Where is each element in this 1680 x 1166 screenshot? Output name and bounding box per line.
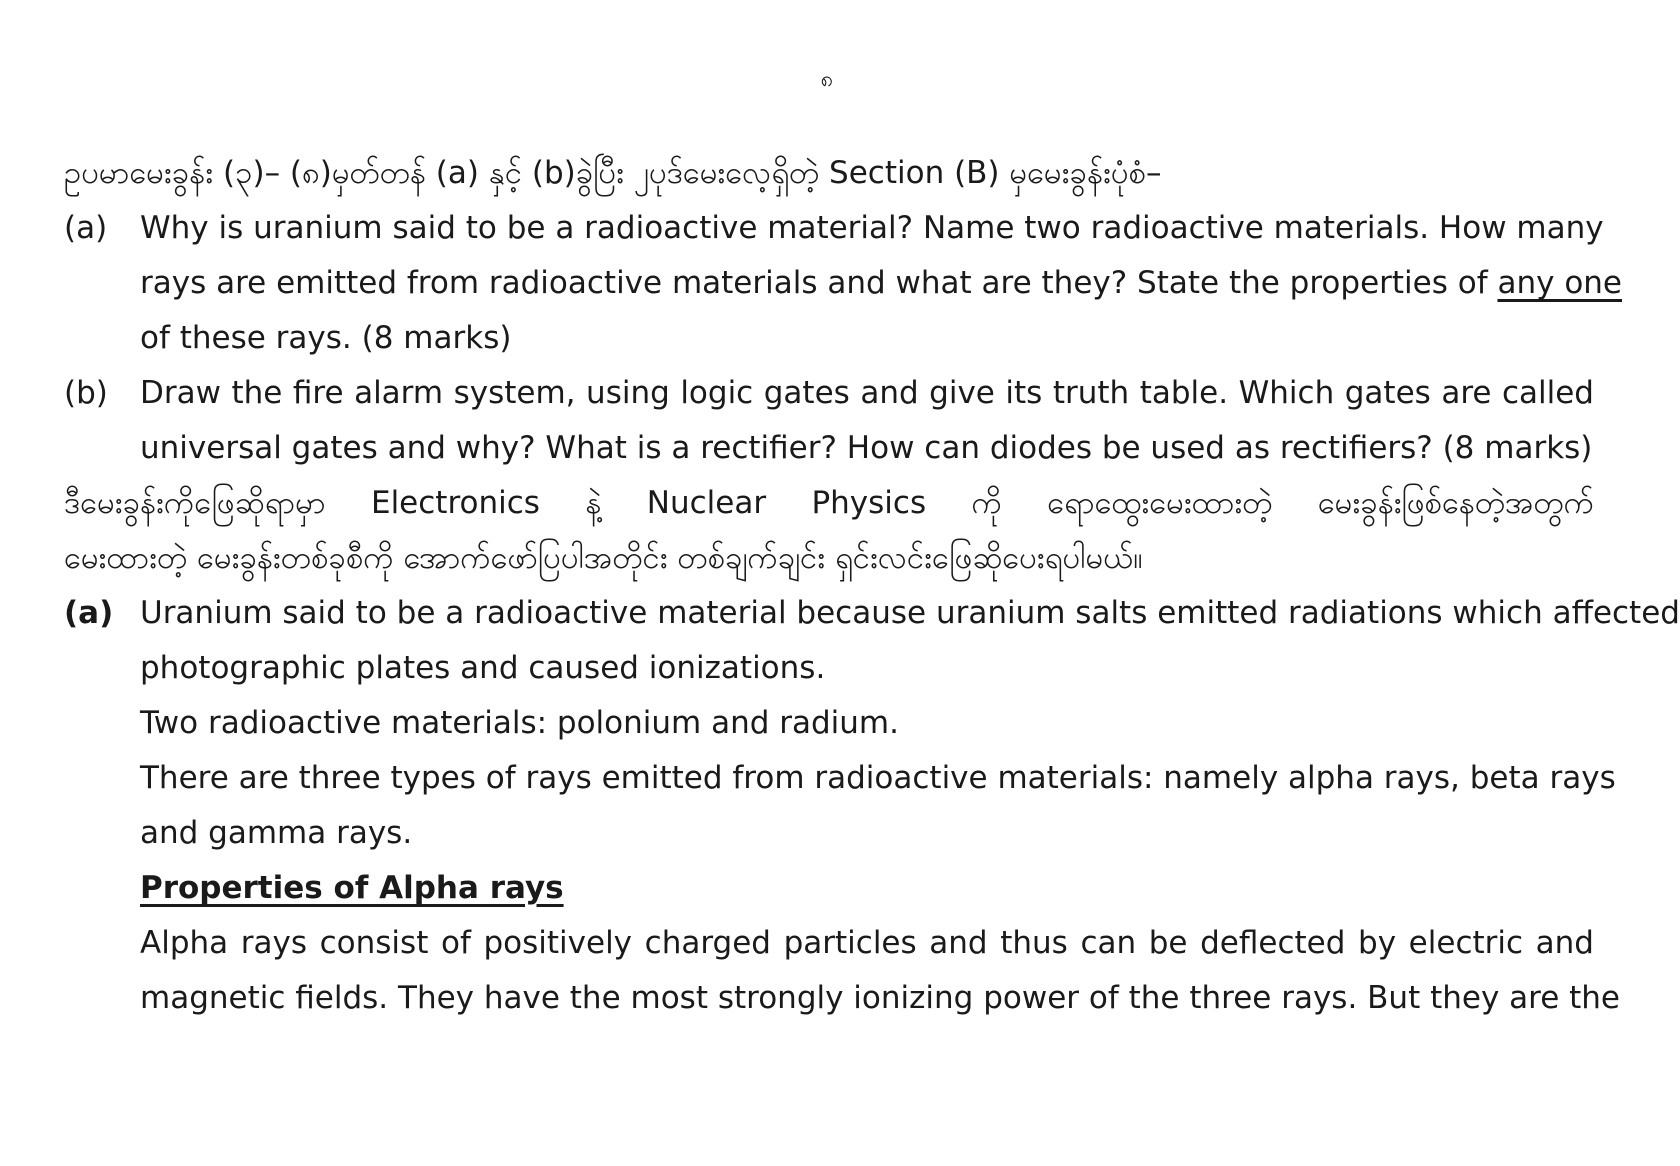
question-a-label: (a) xyxy=(64,210,108,246)
answer-a-line-4: There are three types of rays emitted from radioactive materials: namely alpha rays, beta rays xyxy=(140,760,1616,796)
answer-a-line-7: magnetic fields. They have the most strongly ionizing power of the three rays. But they are the xyxy=(140,980,1621,1016)
answer-a-label: (a) xyxy=(64,595,114,631)
question-a-line-2 xyxy=(140,256,1622,311)
question-b-label: (b) xyxy=(64,375,108,411)
explanation-line-1: ဒီမေးခွန်းကိုဖြေဆိုရာမှာ Electronics နဲ့ Nuclear Physics ကို ရောထွေးမေးထားတဲ့ မေးခွန်းဖြစ်နေတဲ့အတွက် xyxy=(64,485,1594,521)
question-b-text xyxy=(140,366,1594,476)
answer-a-line-6: Alpha rays consist of positively charged particles and thus can be deflected by electric and xyxy=(140,925,1594,961)
document-body xyxy=(64,146,1680,1026)
properties-alpha-heading-text: Properties of Alpha rays xyxy=(140,870,564,906)
question-a-text xyxy=(140,201,1622,366)
answer-a-line-1: Uranium said to be a radioactive material because uranium salts emitted radiations which affected xyxy=(140,595,1680,631)
question-b-line-1: Draw the fire alarm system, using logic gates and give its truth table. Which gates are called xyxy=(140,375,1594,411)
question-a-line-3: of these rays. (8 marks) xyxy=(140,320,512,356)
question-b-line-2: universal gates and why? What is a rectifier? How can diodes be used as rectifiers? (8 marks) xyxy=(140,430,1593,466)
explanation-line-2: မေးထားတဲ့ မေးခွန်းတစ်ခုစီကို အောက်ဖော်ပြပါအတိုင်း တစ်ချက်ချင်း ရှင်းလင်းဖြေဆိုပေးရပါမယ်။ xyxy=(64,540,1143,576)
page-number: ၈ xyxy=(820,67,834,92)
emphasis-any-one: any one xyxy=(1497,265,1622,301)
answer-a-text xyxy=(140,586,1680,1026)
properties-alpha-heading xyxy=(140,861,1594,916)
question-a-line-2-text: rays are emitted from radioactive materials and what are they? State the properties of xyxy=(140,265,1498,301)
answer-a-line-3: Two radioactive materials: polonium and radium. xyxy=(140,705,899,741)
question-a xyxy=(64,201,1622,366)
answer-a-line-5: and gamma rays. xyxy=(140,815,413,851)
question-b xyxy=(64,366,1594,476)
question-a-line-1: Why is uranium said to be a radioactive material? Name two radioactive materials. How many xyxy=(140,210,1604,246)
answer-a-line-2: photographic plates and caused ionizations. xyxy=(140,650,826,686)
answer-a xyxy=(64,586,1680,1026)
intro-line: ဥပမာမေးခွန်း (၃)– (၈)မှတ်တန် (a) နှင့် (b)ခွဲပြီး ၂ပုဒ်မေးလေ့ရှိတဲ့ Section (B) မှမေးခွန်းပုံစံ– xyxy=(64,155,1162,191)
